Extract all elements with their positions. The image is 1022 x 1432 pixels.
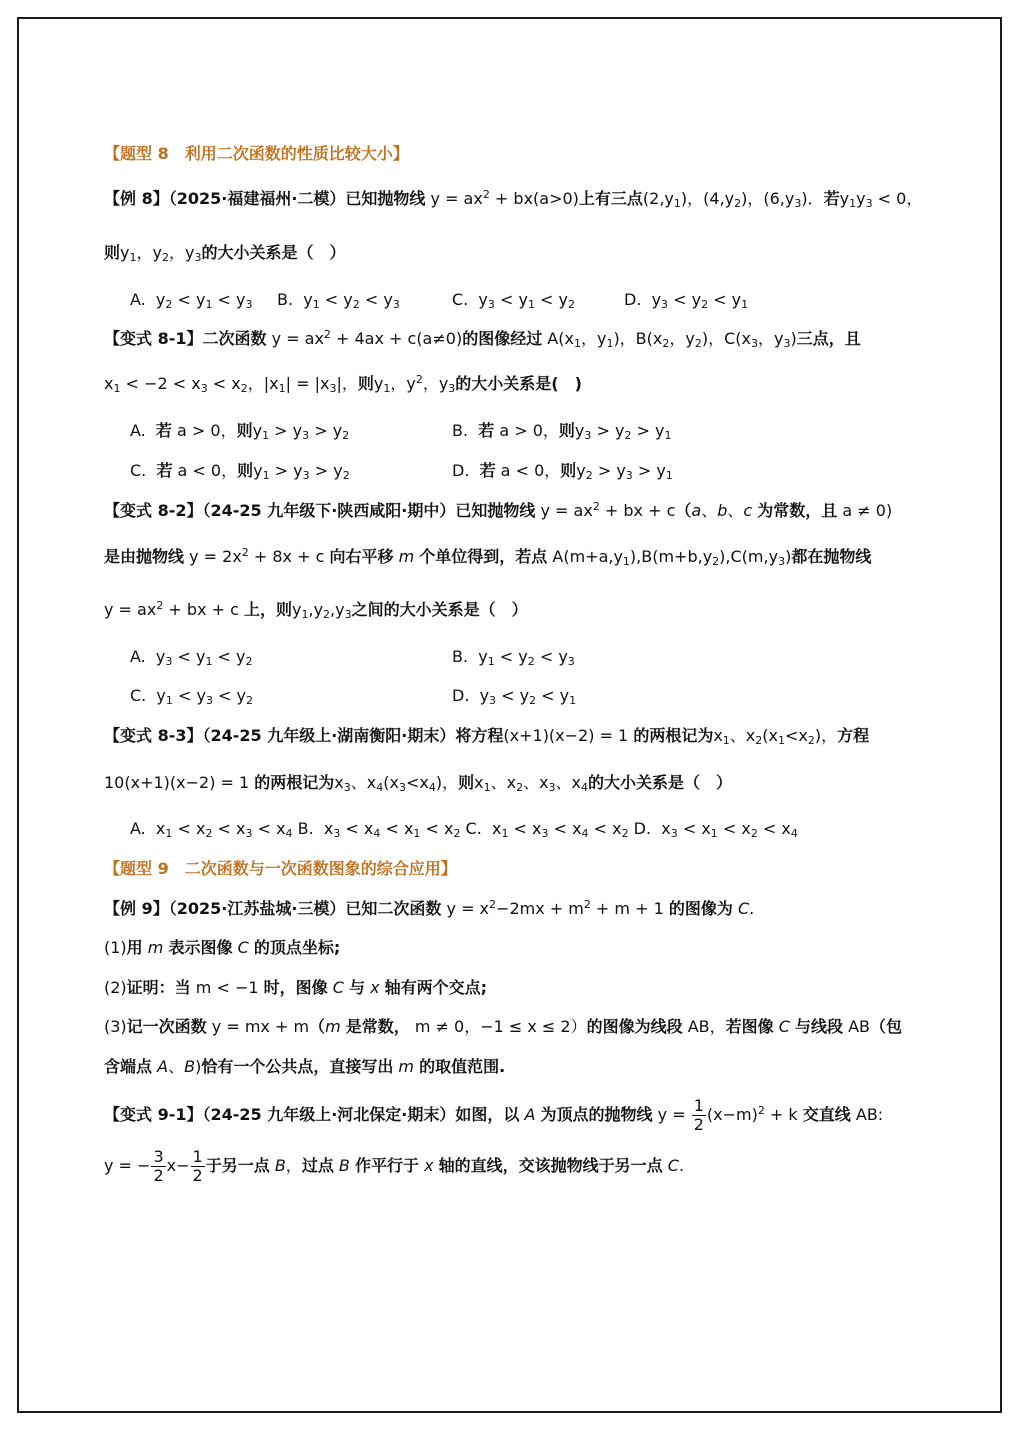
example-8-line-2: 则$y_1$，$y_2$，$y_3$的大小关系是（ ） xyxy=(104,243,346,264)
variant-9-1-line-1: 【变式 9-1】（24-25 九年级上·河北保定·期末）如图，以 A 为顶点的抛物线 y = $\frac{1}{2}$ $(x-m)^2 + k$ 交直线 AB: xyxy=(104,1096,884,1134)
variant-8-1-option-a: A. 若 a > 0，则$y_1 > y_3 > y_2$ xyxy=(130,421,350,442)
variant-8-2-option-a: A. $y_3 < y_1 < y_2$ xyxy=(130,647,253,668)
variant-8-2-tag: 【变式 8-2】 xyxy=(104,501,203,520)
example-8-line-1: 【例 8】（2025·福建福州·二模）已知抛物线 $y = ax^2 + bx(a>0)$上有三点$(2,y_1)$，$(4,y_2)$，$(6,y_3)$．若$y_1y_3 < 0$， xyxy=(104,188,923,210)
example-8-source: （2025·福建福州·二模）已知抛物线 xyxy=(168,189,426,208)
fraction-half: $\frac{1}{2}$ xyxy=(693,1096,704,1134)
variant-9-1-tag: 【变式 9-1】 xyxy=(104,1105,203,1124)
variant-8-2-source: （24-25 九年级下·陕西咸阳·期中）已知抛物线 xyxy=(202,501,536,520)
fraction-three-halves: $\frac{3}{2}$ xyxy=(153,1147,164,1185)
variant-8-2-option-b: B. $y_1 < y_2 < y_3$ xyxy=(452,647,575,668)
variant-8-2-option-c: C. $y_1 < y_3 < y_2$ xyxy=(130,686,253,707)
variant-9-1-source: （24-25 九年级上·河北保定·期末）如图，以 xyxy=(202,1105,520,1124)
variant-8-2-option-d: D. $y_3 < y_2 < y_1$ xyxy=(452,686,577,707)
example-9-part-3-line-1: (3)记一次函数 y = mx + m（m 是常数， m ≠ 0，−1 ≤ x ≤ 2）的图像为线段 AB，若图像 C 与线段 AB（包 xyxy=(104,1017,903,1036)
variant-8-3-line-1: 【变式 8-3】（24-25 九年级上·湖南衡阳·期末）将方程(x+1)(x−2) = 1 的两根记为$x_1$、$x_2(x_1<x_2)$，方程 xyxy=(104,726,870,747)
example-8-option-d: D. $y_3 < y_2 < y_1$ xyxy=(624,290,749,311)
variant-8-1-intro: 二次函数 xyxy=(202,329,267,348)
example-9-tag: 【例 9】 xyxy=(104,899,169,918)
variant-8-1-option-b: B. 若 a > 0，则$y_3 > y_2 > y_1$ xyxy=(452,421,672,442)
example-9-part-3-line-2: 含端点 A、B)恰有一个公共点，直接写出 m 的取值范围. xyxy=(104,1057,506,1076)
section-heading-9: 【题型 9 二次函数与一次函数图象的综合应用】 xyxy=(104,859,457,878)
page-border xyxy=(17,17,1002,1413)
variant-8-1-line-2: $x_1 < -2 < x_3 < x_2$，$|x_1| = |x_3|$，则$y_1$，$y^2$，$y_3$的大小关系是( ) xyxy=(104,373,582,395)
example-8-option-a: A. $y_2 < y_1 < y_3$ xyxy=(130,290,253,311)
example-8-tag: 【例 8】 xyxy=(104,189,169,208)
variant-8-3-options: A. $x_1 < x_2 < x_3 < x_4$ B. $x_3 < x_4 < x_1 < x_2$ C. $x_1 < x_3 < x_4 < x_2$ D. $x_3 < x_1 < x_2 < x_4$ xyxy=(130,819,798,840)
variant-8-2-line-2: 是由抛物线 $y = 2x^2 + 8x + c$ 向右平移 m 个单位得到，若点 $A(m+a,y_1),B(m+b,y_2),C(m,y_3)$都在抛物线 xyxy=(104,546,872,568)
example-8-option-b: B. $y_1 < y_2 < y_3$ xyxy=(277,290,400,311)
fraction-one-half: $\frac{1}{2}$ xyxy=(192,1147,203,1185)
variant-8-1-option-c: C. 若 a < 0，则$y_1 > y_3 > y_2$ xyxy=(130,461,350,482)
section-heading-8: 【题型 8 利用二次函数的性质比较大小】 xyxy=(104,144,409,163)
example-8-question: 的大小关系是（ ） xyxy=(201,243,346,262)
variant-8-3-line-2: 10(x+1)(x−2) = 1 的两根记为$x_3$、$x_4(x_3<x_4)$，则$x_1$、$x_2$、$x_3$、$x_4$的大小关系是（ ） xyxy=(104,773,733,794)
example-9-source: （2025·江苏盐城·三模）已知二次函数 xyxy=(168,899,442,918)
variant-8-2-line-1: 【变式 8-2】（24-25 九年级下·陕西咸阳·期中）已知抛物线 $y = ax^2$ + bx + c（a、b、c 为常数，且 a ≠ 0) xyxy=(104,500,893,520)
example-9-line-1: 【例 9】（2025·江苏盐城·三模）已知二次函数 $y = x^2-2mx + m^2 + m + 1$ 的图像为 C. xyxy=(104,898,755,918)
variant-8-1-option-d: D. 若 a < 0，则$y_2 > y_3 > y_1$ xyxy=(452,461,673,482)
variant-8-2-line-3: $y = ax^2$ + bx + c 上，则$y_1,y_2,y_3$之间的大小关系是（ ） xyxy=(104,599,528,621)
variant-8-1-line-1: 【变式 8-1】二次函数 $y = ax^2 + 4ax + c(a\ne 0)$的图像经过 $A(x_1$，$y_1$)，$B(x_2$，$y_2$)，$C(x_3$，$y_3$)三点，且 xyxy=(104,328,861,350)
example-9-part-1: (1)用 m 表示图像 C 的顶点坐标; xyxy=(104,938,341,957)
variant-8-3-tag: 【变式 8-3】 xyxy=(104,726,203,745)
example-9-part-2: (2)证明：当 m < −1 时，图像 C 与 x 轴有两个交点; xyxy=(104,978,488,997)
variant-9-1-line-2: y = − $\frac{3}{2}$ x− $\frac{1}{2}$ 于另一点 B，过点 B 作平行于 x 轴的直线，交该抛物线于另一点 C. xyxy=(104,1147,685,1185)
variant-8-1-tag: 【变式 8-1】 xyxy=(104,329,203,348)
variant-8-3-source: （24-25 九年级上·湖南衡阳·期末）将方程 xyxy=(202,726,504,745)
example-8-option-c: C. $y_3 < y_1 < y_2$ xyxy=(452,290,575,311)
